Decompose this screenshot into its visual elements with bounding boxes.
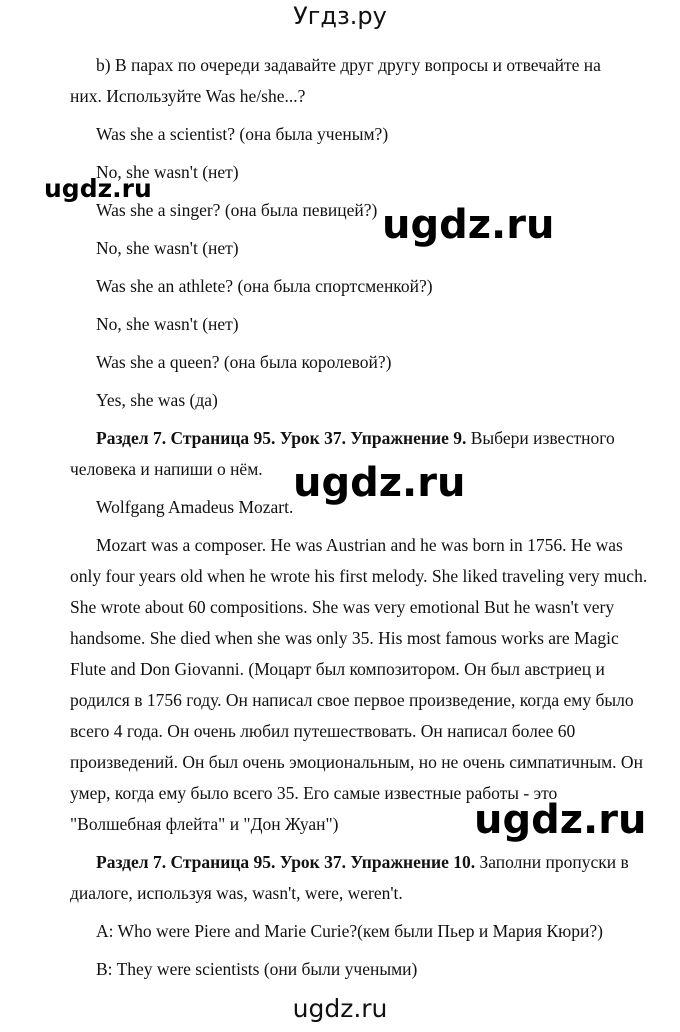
watermark: ugdz.ru xyxy=(382,202,555,248)
dialog-line: Was she an athlete? (она была спортсменкой?) xyxy=(96,276,433,296)
dialog-line: Yes, she was (да) xyxy=(96,390,218,410)
essay-line: произведений. Он был очень эмоциональным, но не очень симпатичным. Он xyxy=(70,752,643,772)
dialog-line: B: They were scientists (они были учеными) xyxy=(96,959,418,979)
watermark: ugdz.ru xyxy=(44,174,152,203)
dialog-line: A: Who were Piere and Marie Curie?(кем были Пьер и Мария Кюри?) xyxy=(96,921,603,941)
watermark: ugdz.ru xyxy=(293,460,466,506)
task-b-instruction-line-1: b) В парах по очереди задавайте друг другу вопросы и отвечайте на xyxy=(96,55,601,75)
exercise-10-task: Заполни пропуски в xyxy=(475,852,629,872)
essay-line: Flute and Don Giovanni. (Моцарт был композитором. Он был австриец и xyxy=(70,659,605,679)
essay-line: handsome. She died when she was only 35. His most famous works are Magic xyxy=(70,628,619,648)
essay-line: всего 4 года. Он очень любил путешествовать. Он написал более 60 xyxy=(70,721,576,741)
essay-line: умер, когда ему было всего 35. Его самые известные работы - это xyxy=(70,783,558,803)
exercise-9-task-line-2: человека и напиши о нём. xyxy=(70,459,263,479)
dialog-line: No, she wasn't (нет) xyxy=(96,162,239,182)
exercise-10-intro xyxy=(96,851,629,873)
essay-line: She wrote about 60 compositions. She was very emotional But he wasn't very xyxy=(70,597,615,617)
exercise-9-heading: Раздел 7. Страница 95. Урок 37. Упражнение 9. xyxy=(96,428,467,448)
dialog-line: No, she wasn't (нет) xyxy=(96,314,239,334)
dialog-line: No, she wasn't (нет) xyxy=(96,238,239,258)
exercise-10-task-line-2: диалоге, используя was, wasn't, were, weren't. xyxy=(70,883,403,903)
exercise-9-task: Выбери известного xyxy=(466,428,615,448)
essay-line: родился в 1756 году. Он написал свое первое произведение, когда ему было xyxy=(70,690,634,710)
exercise-9-person: Wolfgang Amadeus Mozart. xyxy=(96,497,294,517)
essay-line: Mozart was a composer. He was Austrian and he was born in 1756. He was xyxy=(96,535,623,555)
watermark: ugdz.ru xyxy=(474,797,647,843)
exercise-9-intro xyxy=(96,427,615,449)
task-b-instruction-line-2: них. Используйте Was he/she...? xyxy=(70,86,306,106)
essay-line: "Волшебная флейта" и "Дон Жуан") xyxy=(70,814,339,834)
site-header: Угдз.ру xyxy=(293,2,387,30)
essay-line: only four years old when he wrote his first melody. She liked traveling very much. xyxy=(70,566,648,586)
dialog-line: Was she a scientist? (она была ученым?) xyxy=(96,124,389,144)
dialog-line: Was she a queen? (она была королевой?) xyxy=(96,352,392,372)
dialog-line: Was she a singer? (она была певицей?) xyxy=(96,200,378,220)
site-footer-watermark: ugdz.ru xyxy=(292,994,388,1023)
exercise-10-heading: Раздел 7. Страница 95. Урок 37. Упражнение 10. xyxy=(96,852,476,872)
